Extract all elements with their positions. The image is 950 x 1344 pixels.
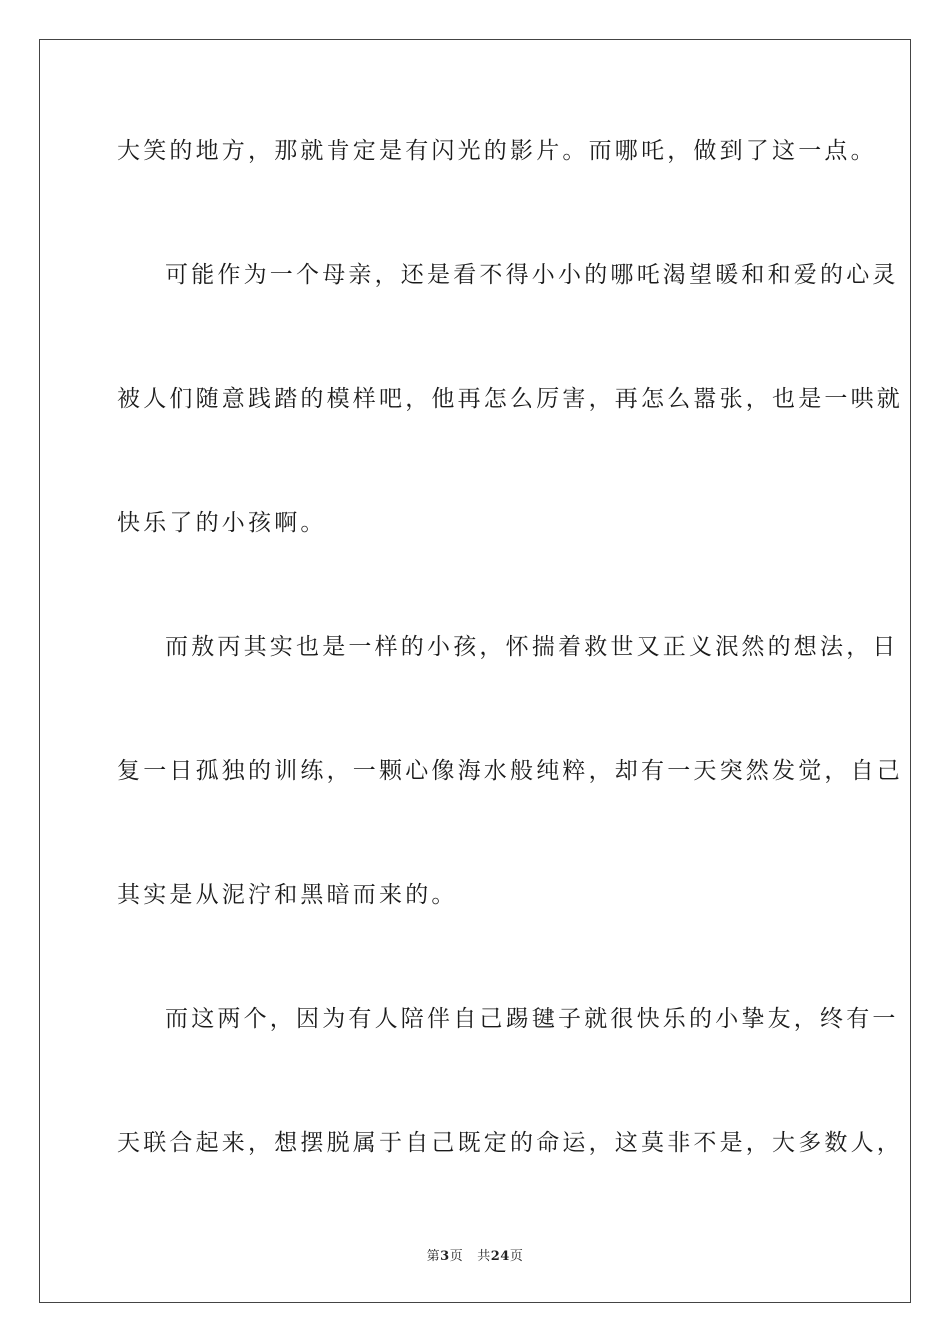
paragraph-first-line: 而敖丙其实也是一样的小孩，怀揣着救世又正义泯然的想法，日 — [165, 634, 899, 660]
total-suffix: 页 — [509, 1249, 524, 1264]
paragraph-first-line: 而这两个，因为有人陪伴自己踢毽子就很快乐的小挚友，终有一 — [165, 1006, 899, 1032]
page-suffix: 页 — [449, 1249, 464, 1264]
text-line: 被人们随意践踏的模样吧，他再怎么厉害，再怎么嚣张，也是一哄就 — [117, 386, 903, 412]
page-border — [39, 39, 911, 1303]
paragraph-first-line: 可能作为一个母亲，还是看不得小小的哪吒渴望暖和和爱的心灵 — [165, 262, 899, 288]
text-line: 快乐了的小孩啊。 — [117, 510, 327, 536]
total-pages-number: 24 — [490, 1249, 510, 1264]
text-line: 复一日孤独的训练，一颗心像海水般纯粹，却有一天突然发觉，自己 — [117, 758, 903, 784]
text-line: 大笑的地方，那就肯定是有闪光的影片。而哪吒，做到了这一点。 — [117, 138, 877, 164]
page-prefix: 第 — [426, 1249, 441, 1264]
page-footer — [0, 1248, 950, 1266]
current-page-number: 3 — [440, 1249, 450, 1264]
text-line: 其实是从泥泞和黑暗而来的。 — [117, 882, 458, 908]
text-line: 天联合起来，想摆脱属于自己既定的命运，这莫非不是，大多数人， — [117, 1130, 903, 1156]
total-prefix: 共 — [477, 1249, 491, 1264]
